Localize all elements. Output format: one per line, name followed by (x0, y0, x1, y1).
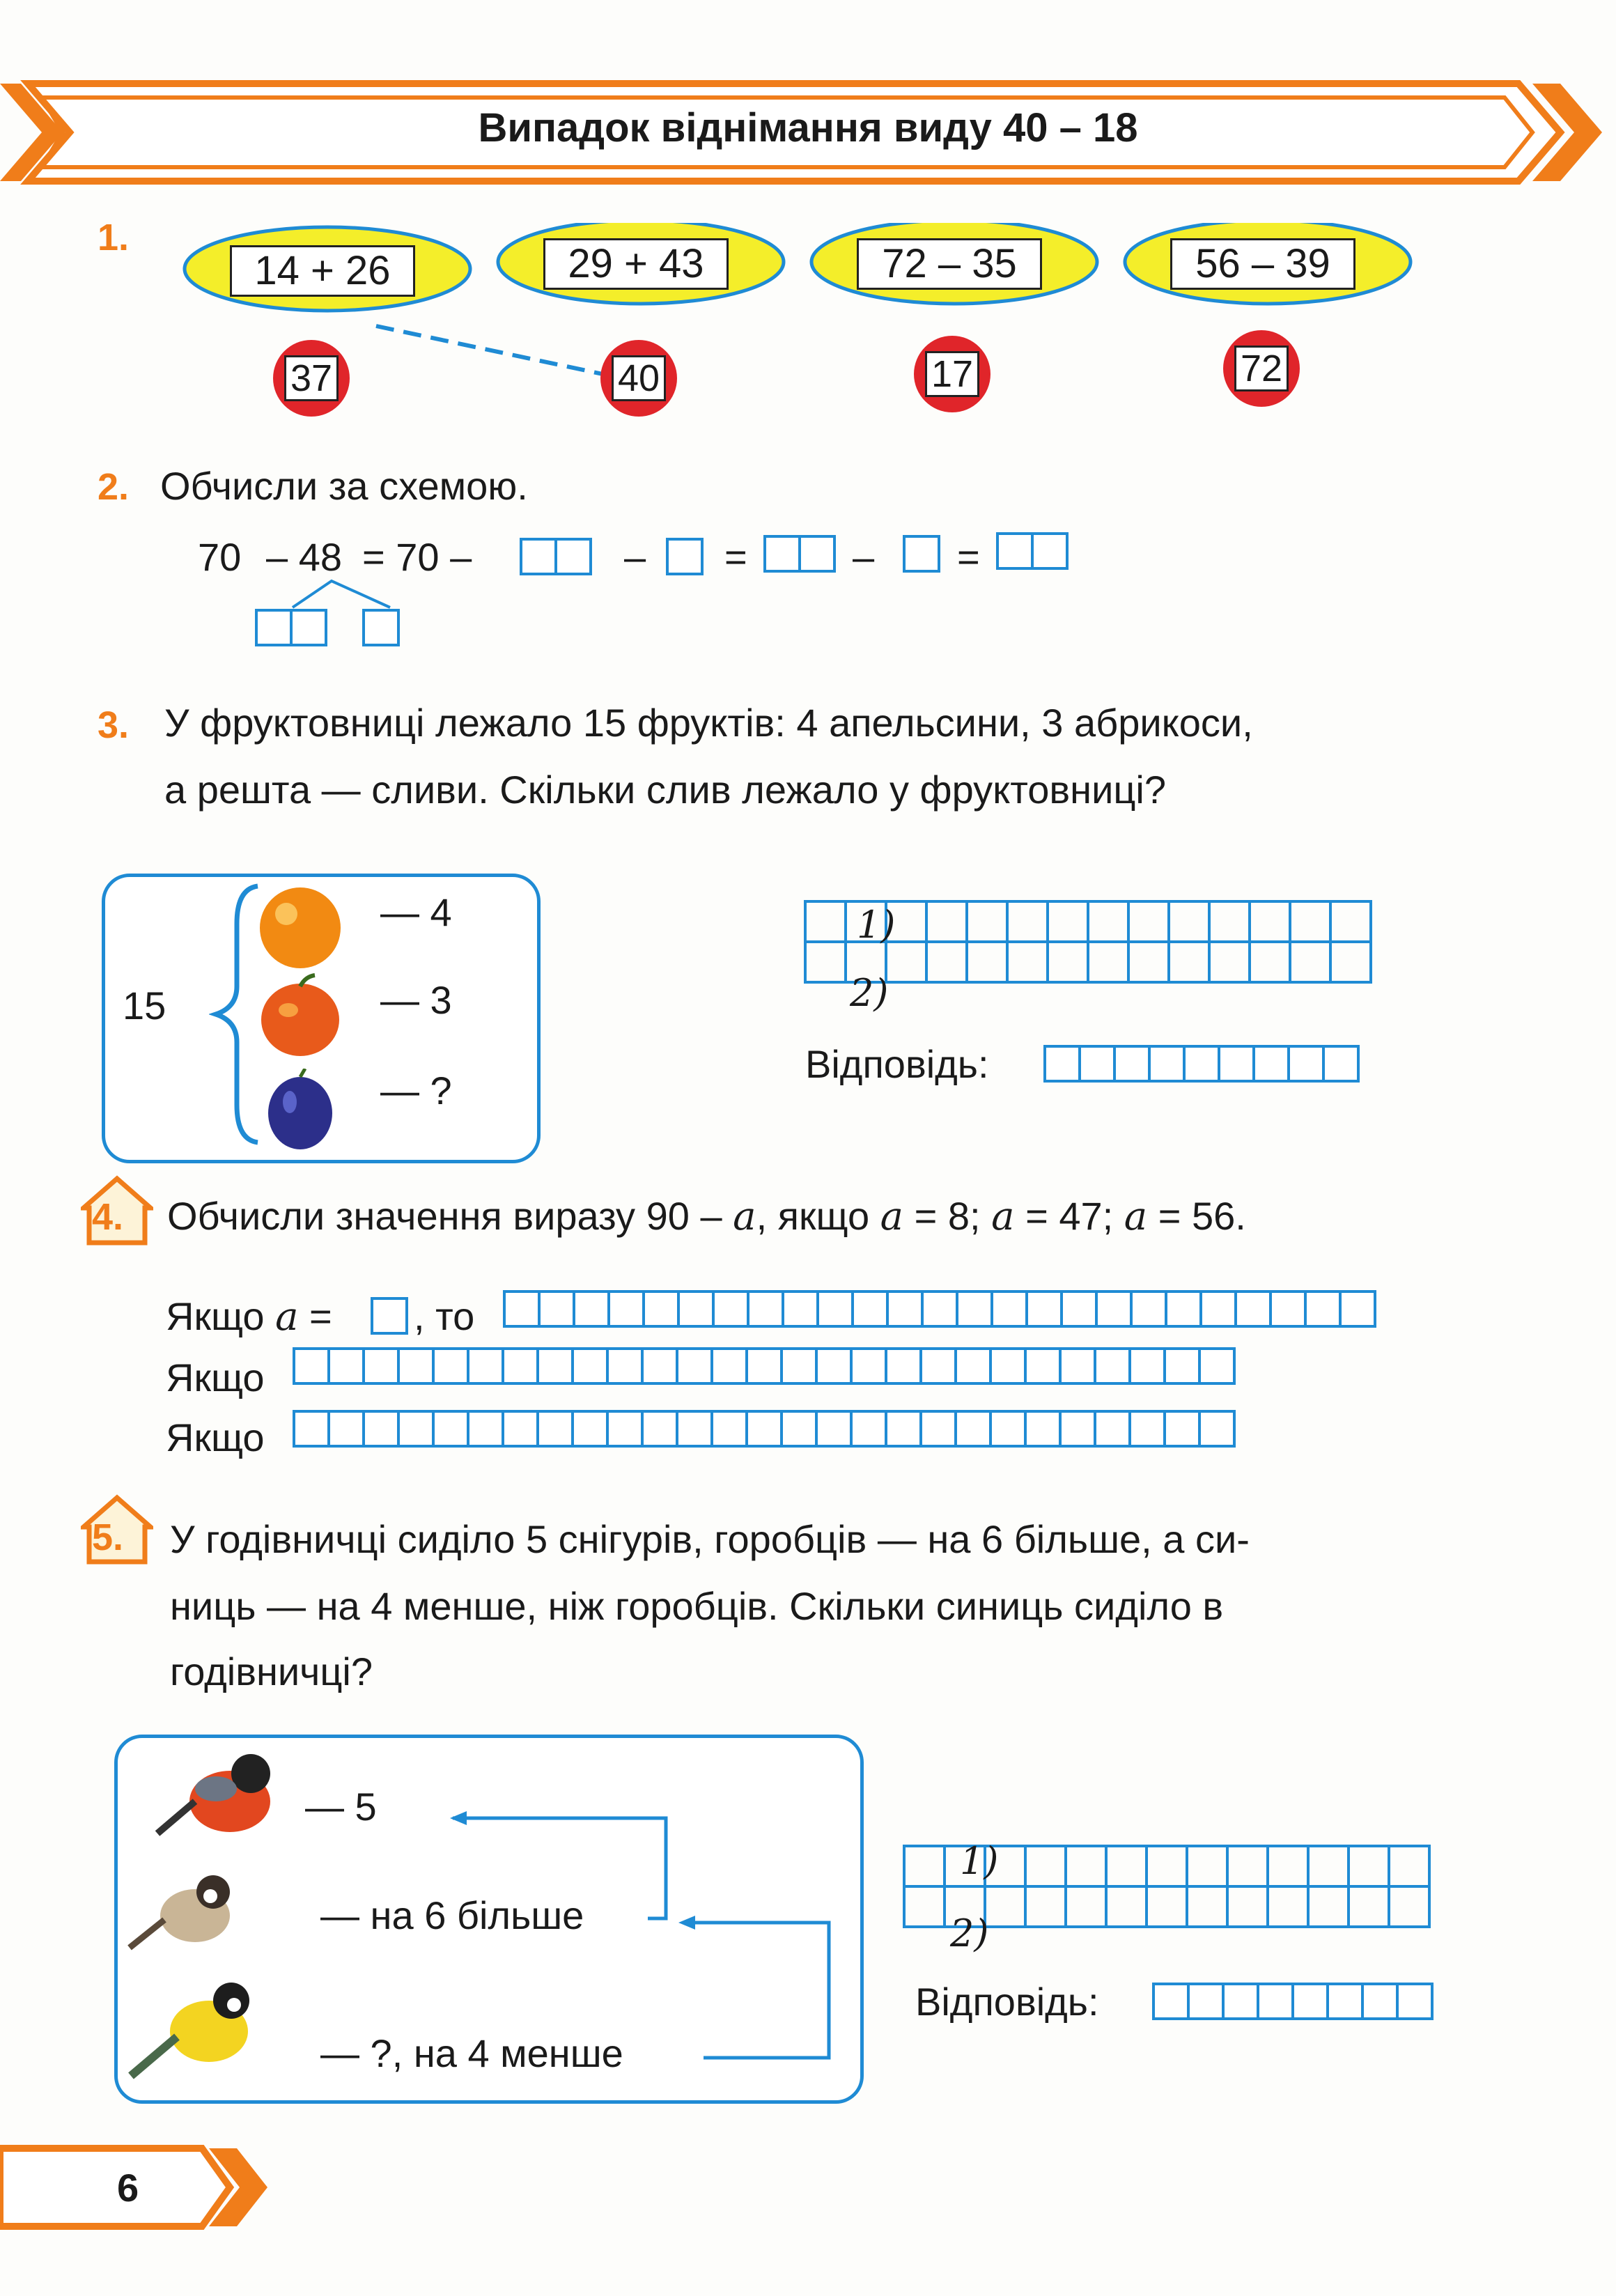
answer-cell[interactable] (606, 1347, 644, 1385)
answer-cell[interactable] (954, 1347, 992, 1385)
grid-cell[interactable] (1332, 943, 1372, 984)
answer-cells[interactable] (1152, 1983, 1431, 2020)
grid-cell[interactable] (1229, 1888, 1269, 1928)
answer-cells[interactable] (903, 535, 938, 573)
bullfinch-icon (153, 1746, 279, 1843)
expression-1: 14 + 26 (230, 245, 415, 297)
answer-cell[interactable] (712, 1290, 749, 1328)
grid-cell[interactable] (1108, 1888, 1148, 1928)
minus-sign: – (624, 535, 646, 579)
answer-cell[interactable] (1218, 1045, 1255, 1083)
step-2-label: 2) (850, 971, 889, 1015)
answer-cells[interactable] (520, 538, 589, 575)
grid-cell[interactable] (1148, 1888, 1188, 1928)
answer-cell[interactable] (885, 1347, 922, 1385)
task5-line1: У годівничці сиділо 5 снігурів, горобців — на 6 більше, а си- (170, 1517, 1250, 1561)
answer-cell[interactable] (641, 1347, 678, 1385)
task5-line3: годівничці? (170, 1650, 373, 1693)
grid-cell[interactable] (1251, 943, 1291, 984)
answer-cell[interactable] (710, 1410, 748, 1448)
answer-cell[interactable] (1222, 1983, 1259, 2020)
grid-cell[interactable] (1049, 903, 1089, 943)
task4-number: 4. (92, 1196, 124, 1238)
answer-cell[interactable] (571, 1347, 609, 1385)
answer-cell[interactable] (710, 1347, 748, 1385)
grid-cell[interactable] (1269, 1847, 1310, 1888)
answer-cell[interactable] (1304, 1290, 1342, 1328)
row3-cells[interactable] (293, 1410, 1233, 1448)
answer-cell[interactable] (1187, 1983, 1225, 2020)
grid-cell[interactable] (1188, 1847, 1229, 1888)
answer-cell[interactable] (1024, 1347, 1062, 1385)
grid-cell[interactable] (1009, 943, 1049, 984)
answer-cell[interactable] (1257, 1983, 1294, 2020)
grid-cell[interactable] (1350, 1847, 1390, 1888)
grid-cell[interactable] (887, 943, 928, 984)
answer-cell[interactable] (606, 1410, 644, 1448)
task2-expr-sub: – 48 (266, 535, 342, 579)
answer-cell[interactable] (538, 1290, 575, 1328)
comparison-arrows (418, 1797, 850, 2076)
grid-cell[interactable] (1310, 1847, 1350, 1888)
answer-cell[interactable] (745, 1410, 783, 1448)
answer-cell[interactable] (1060, 1290, 1098, 1328)
answer-cell[interactable] (432, 1347, 469, 1385)
grid-cell[interactable] (928, 943, 968, 984)
task3-line1: У фруктовниці лежало 15 фруктів: 4 апельсини, 3 абрикоси, (164, 701, 1253, 745)
answer-cell[interactable] (1287, 1045, 1325, 1083)
step-2-label: 2) (950, 1911, 989, 1955)
expression-2: 29 + 43 (543, 238, 729, 290)
answer-cell[interactable] (1361, 1983, 1399, 2020)
answer-cell[interactable] (1043, 1045, 1081, 1083)
grid-cell[interactable] (1390, 1888, 1431, 1928)
fruit-total: 15 (123, 984, 166, 1027)
expression-3: 72 – 35 (857, 238, 1042, 290)
grid-cell[interactable] (968, 943, 1009, 984)
grid-cell[interactable] (1089, 903, 1130, 943)
grid-cell[interactable] (807, 903, 847, 943)
answer-cell[interactable] (503, 1290, 541, 1328)
answer-cell[interactable] (921, 1290, 958, 1328)
grid-cell[interactable] (1170, 903, 1211, 943)
value-cell[interactable] (371, 1297, 405, 1335)
grid-cell[interactable] (1027, 1888, 1067, 1928)
grid-cell[interactable] (1211, 903, 1251, 943)
answer-cell[interactable] (1252, 1045, 1290, 1083)
answer-cell[interactable] (1183, 1045, 1220, 1083)
grid-cell[interactable] (1067, 1888, 1108, 1928)
task2-text: Обчисли за схемою. (160, 464, 528, 508)
answer-cell[interactable] (432, 1410, 469, 1448)
answer-label: Відповідь: (805, 1042, 989, 1086)
step-1-label: 1) (960, 1839, 999, 1883)
answer-circle-1[interactable]: 37 (273, 340, 350, 417)
task2-number: 2. (98, 466, 130, 508)
answer-cell[interactable] (1198, 1347, 1236, 1385)
answer-cell[interactable] (1199, 1290, 1237, 1328)
answer-cell[interactable] (1163, 1347, 1201, 1385)
answer-cell[interactable] (677, 1290, 715, 1328)
grid-cell[interactable] (1229, 1847, 1269, 1888)
answer-cell[interactable] (293, 1347, 330, 1385)
answer-cell[interactable] (362, 1347, 400, 1385)
answer-cell[interactable] (467, 1410, 504, 1448)
answer-cell[interactable] (851, 1290, 889, 1328)
task3-line2: а решта — сливи. Скільки слив лежало у фруктовниці? (164, 768, 1167, 812)
answer-cell[interactable] (676, 1347, 713, 1385)
answer-cell[interactable] (573, 1290, 610, 1328)
answer-cell[interactable] (1291, 1983, 1329, 2020)
task4-row1: Якщо a = (166, 1294, 332, 1340)
grid-cell[interactable] (906, 1888, 946, 1928)
grid-cell[interactable] (928, 903, 968, 943)
answer-cell[interactable] (956, 1290, 993, 1328)
row1-cells[interactable] (503, 1290, 1374, 1328)
answer-cell[interactable] (885, 1410, 922, 1448)
grid-cell[interactable] (807, 943, 847, 984)
row2-cells[interactable] (293, 1347, 1233, 1385)
answer-cell[interactable] (1198, 1410, 1236, 1448)
answer-cell[interactable] (1234, 1290, 1272, 1328)
answer-cell[interactable] (954, 1410, 992, 1448)
answer-cells[interactable] (763, 535, 833, 573)
answer-cell[interactable] (1269, 1290, 1307, 1328)
equals-sign: = (724, 535, 747, 579)
answer-cell[interactable] (780, 1347, 818, 1385)
grid-cell[interactable] (1251, 903, 1291, 943)
answer-cell[interactable] (1165, 1290, 1202, 1328)
answer-circle-4[interactable]: 72 (1223, 330, 1300, 407)
task5-line2: ниць — на 4 менше, ніж горобців. Скільки синиць сиділо в (170, 1584, 1224, 1628)
answer-cell[interactable] (676, 1410, 713, 1448)
page-number: 6 (117, 2166, 139, 2210)
answer-cell[interactable] (607, 1290, 645, 1328)
grid-cell[interactable] (1027, 1847, 1067, 1888)
answer-label: Відповідь: (915, 1980, 1099, 2024)
grid-cell[interactable] (1269, 1888, 1310, 1928)
answer-cell[interactable] (919, 1410, 957, 1448)
answer-cell[interactable] (362, 1410, 400, 1448)
answer-cell[interactable] (502, 1410, 539, 1448)
task4-row3: Якщо (166, 1415, 265, 1459)
answer-cell[interactable] (536, 1347, 574, 1385)
grid-cell[interactable] (1009, 903, 1049, 943)
answer-cell[interactable] (1094, 1347, 1131, 1385)
task4-text: Обчисли значення виразу 90 – a, якщо a = 8; a = 47; a = 56. (167, 1194, 1246, 1239)
grid-cell[interactable] (1049, 943, 1089, 984)
grid-cell[interactable] (1089, 943, 1130, 984)
split-cells-ones[interactable] (362, 609, 397, 646)
grid-cell[interactable] (1130, 943, 1170, 984)
answer-cell[interactable] (919, 1347, 957, 1385)
answer-cell[interactable] (1094, 1410, 1131, 1448)
answer-cell[interactable] (1339, 1290, 1376, 1328)
answer-cell[interactable] (571, 1410, 609, 1448)
equals-sign: = (957, 535, 980, 579)
page-tab (0, 2139, 293, 2236)
grid-cell[interactable] (986, 1888, 1027, 1928)
task5-number: 5. (92, 1517, 124, 1558)
answer-cell[interactable] (780, 1410, 818, 1448)
grid-cell[interactable] (1350, 1888, 1390, 1928)
answer-cell[interactable] (1078, 1045, 1116, 1083)
answer-cell[interactable] (1024, 1410, 1062, 1448)
answer-cell[interactable] (467, 1347, 504, 1385)
answer-cell[interactable] (990, 1290, 1028, 1328)
answer-cell[interactable] (1113, 1045, 1151, 1083)
task3-number: 3. (98, 704, 130, 746)
sparrow-icon (125, 1867, 237, 1957)
plum-icon (262, 1069, 339, 1152)
answer-cell[interactable] (989, 1347, 1027, 1385)
answer-cell[interactable] (1095, 1290, 1133, 1328)
answer-cell[interactable] (293, 1410, 330, 1448)
grid-cell[interactable] (1130, 903, 1170, 943)
grid-cell[interactable] (1188, 1888, 1229, 1928)
answer-cell[interactable] (816, 1290, 854, 1328)
answer-cells[interactable] (996, 532, 1066, 570)
answer-cell[interactable] (1025, 1290, 1063, 1328)
answer-cells[interactable] (666, 538, 701, 575)
answer-cell[interactable] (850, 1410, 887, 1448)
grid-cell[interactable] (1291, 943, 1332, 984)
plum-count: — ? (380, 1069, 452, 1112)
answer-cell[interactable] (747, 1290, 784, 1328)
answer-cell[interactable] (397, 1347, 435, 1385)
grid-cell[interactable] (1067, 1847, 1108, 1888)
answer-cell[interactable] (1152, 1983, 1190, 2020)
answer-cell[interactable] (1163, 1410, 1201, 1448)
answer-cell[interactable] (886, 1290, 924, 1328)
minus-sign: – (853, 535, 875, 579)
grid-cell[interactable] (1170, 943, 1211, 984)
grid-cell[interactable] (1332, 903, 1372, 943)
answer-cell[interactable] (1130, 1290, 1167, 1328)
answer-cell[interactable] (815, 1410, 853, 1448)
grid-cell[interactable] (1148, 1847, 1188, 1888)
answer-circle-3[interactable]: 17 (914, 336, 990, 412)
grid-cell[interactable] (1211, 943, 1251, 984)
grid-cell[interactable] (968, 903, 1009, 943)
split-lines (286, 575, 411, 610)
answer-cell[interactable] (642, 1290, 680, 1328)
sparrow-count: — на 6 більше (320, 1893, 584, 1937)
tit-icon (125, 1964, 265, 2083)
answer-cell[interactable] (1128, 1410, 1166, 1448)
expression-4: 56 – 39 (1170, 238, 1355, 290)
grid-cell[interactable] (1291, 903, 1332, 943)
answer-cell[interactable] (1148, 1045, 1186, 1083)
answer-cell[interactable] (1322, 1045, 1360, 1083)
task2-expr-eq: = 70 – (362, 535, 472, 579)
bullfinch-count: — 5 (305, 1785, 377, 1829)
task1-number: 1. (98, 217, 130, 258)
tit-count: — ?, на 4 менше (320, 2031, 623, 2075)
grid-cell[interactable] (1310, 1888, 1350, 1928)
match-line (376, 326, 606, 375)
grid-cell[interactable] (906, 1847, 946, 1888)
answer-cell[interactable] (1128, 1347, 1166, 1385)
answer-cell[interactable] (815, 1347, 853, 1385)
task2-expr-start: 70 (198, 535, 242, 579)
answer-cell[interactable] (502, 1347, 539, 1385)
answer-cell[interactable] (641, 1410, 678, 1448)
answer-cell[interactable] (782, 1290, 819, 1328)
task4-row1-to: , то (414, 1294, 475, 1338)
answer-cell[interactable] (850, 1347, 887, 1385)
answer-cell[interactable] (989, 1410, 1027, 1448)
step-1-label: 1) (857, 903, 896, 947)
answer-cell[interactable] (1059, 1347, 1096, 1385)
orange-count: — 4 (380, 890, 452, 934)
answer-circle-2[interactable]: 40 (600, 340, 677, 417)
grid-cell[interactable] (1108, 1847, 1148, 1888)
answer-cell[interactable] (397, 1410, 435, 1448)
split-cells-tens[interactable] (255, 609, 325, 646)
answer-cell[interactable] (745, 1347, 783, 1385)
answer-cell[interactable] (1059, 1410, 1096, 1448)
answer-cell[interactable] (327, 1410, 365, 1448)
answer-cells[interactable] (1043, 1045, 1357, 1083)
answer-cell[interactable] (1396, 1983, 1434, 2020)
orange-icon (255, 881, 345, 971)
apricot-icon (255, 971, 345, 1062)
grid-cell[interactable] (1390, 1847, 1431, 1888)
apricot-count: — 3 (380, 978, 452, 1022)
answer-cell[interactable] (327, 1347, 365, 1385)
answer-cell[interactable] (536, 1410, 574, 1448)
page-title: Випадок віднімання виду 40 – 18 (478, 105, 1138, 150)
task4-row2: Якщо (166, 1356, 265, 1399)
answer-cell[interactable] (1326, 1983, 1364, 2020)
